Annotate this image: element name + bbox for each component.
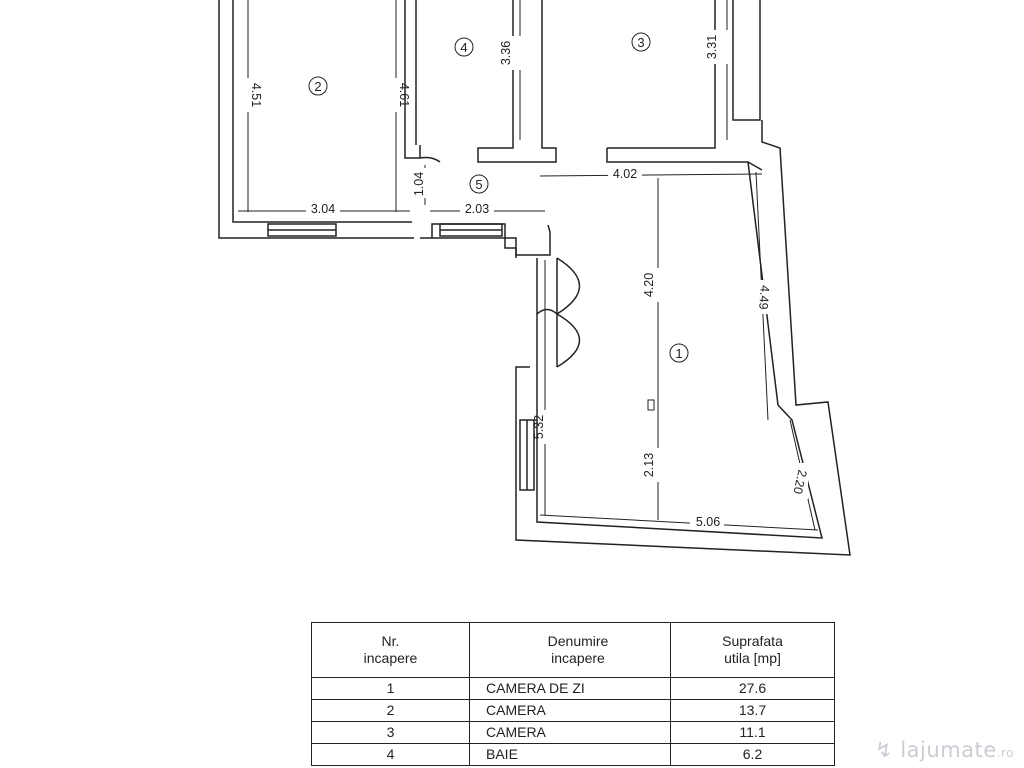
cell-room-name: BAIE [470,744,671,766]
header-room-area: Suprafata utila [mp] [671,623,835,678]
table-header-row [312,623,835,678]
watermark-text: lajumate [900,738,997,762]
door-swing [557,314,580,367]
dimension-label: 5.32 [532,414,546,440]
cell-room-number: 3 [312,722,470,744]
wall [733,0,760,120]
watermark-logo [875,738,1014,762]
cell-room-name: CAMERA [470,722,671,744]
table-row [312,744,835,766]
room-number: 1 [675,346,683,361]
cell-room-area: 6.2 [671,744,835,766]
table-row [312,722,835,744]
cell-room-number: 2 [312,700,470,722]
door-swing [420,158,440,163]
room-area-table [311,622,835,766]
door-swing [557,258,580,314]
watermark-suffix: .ro [996,746,1014,760]
table-row [312,678,835,700]
room-number: 2 [314,79,322,94]
room-number: 5 [475,177,483,192]
dimension-label: 4.49 [756,284,772,310]
wall [432,224,550,255]
cell-room-number: 1 [312,678,470,700]
cell-room-name: CAMERA [470,700,671,722]
dimension-label: 3.31 [705,34,719,60]
wall [405,0,420,158]
dimension-label: 3.36 [499,40,513,66]
dimension-label: 2.13 [642,452,656,478]
wall [420,238,516,258]
cell-room-area: 27.6 [671,678,835,700]
table-row [312,700,835,722]
symbol-marker [648,400,654,410]
cell-room-name: CAMERA DE ZI [470,678,671,700]
cell-room-area: 13.7 [671,700,835,722]
dimension-label: 5.06 [695,515,721,529]
dimension-label: 3.04 [310,202,336,216]
wall [233,0,412,222]
dimension-label: 4.51 [249,82,263,108]
dimension-label: 1.04 [412,171,426,197]
dimension-label: 2.20 [790,468,810,496]
cell-room-area: 11.1 [671,722,835,744]
watermark-icon: ↯ [875,738,894,762]
room-number: 4 [460,40,468,55]
header-room-name: Denumire incapere [470,623,671,678]
dimension-label: 4.20 [642,272,656,298]
room-number: 3 [637,35,645,50]
cell-room-number: 4 [312,744,470,766]
wall [478,0,556,162]
dimension-label: 2.03 [464,202,490,216]
header-room-number: Nr. incapere [312,623,470,678]
dimension-label: 4.02 [612,167,638,181]
wall [607,0,715,148]
dimension-label: 4.61 [397,82,411,108]
